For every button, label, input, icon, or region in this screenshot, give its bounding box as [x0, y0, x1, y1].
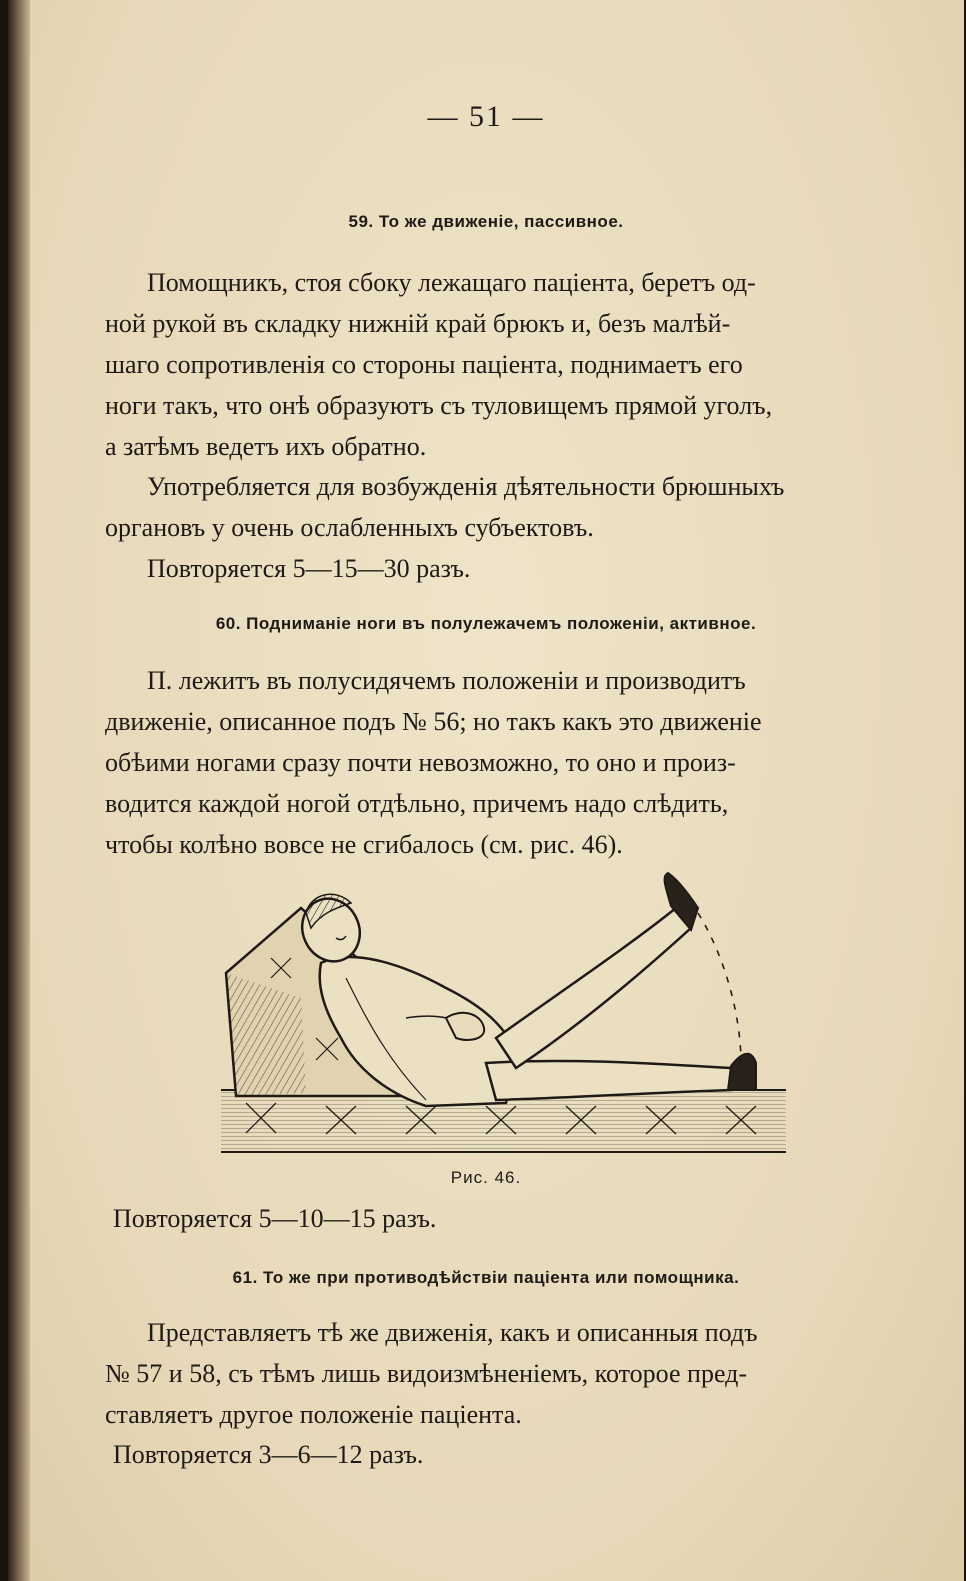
section-60-heading: 60. Подниманіе ноги въ полулежачемъ положеніи, активное. [215, 614, 757, 633]
section-61-paragraph-1 [105, 1312, 905, 1435]
book-page [8, 0, 964, 1581]
page-number: — 51 — [427, 100, 545, 133]
text-line: № 57 и 58, съ тѣмъ лишь видоизмѣненіемъ, которое пред- [105, 1359, 748, 1388]
text-line: органовъ у очень ослабленныхъ субъектовъ. [105, 513, 594, 542]
text-line: обѣими ногами сразу почти невозможно, то оно и произ- [105, 748, 736, 777]
figure-caption: Рис. 46. [450, 1168, 522, 1187]
text-line: водится каждой ногой отдѣльно, причемъ надо слѣдить, [105, 789, 729, 818]
section-59-heading: 59. То же движеніе, пассивное. [348, 212, 624, 231]
text-line: ноги такъ, что онѣ образуютъ съ туловищемъ прямой уголъ, [105, 391, 773, 420]
text-line: а затѣмъ ведетъ ихъ обратно. [105, 432, 427, 461]
section-60-paragraph-1 [105, 660, 905, 865]
text-line: шаго сопротивленія со стороны паціента, поднимаетъ его [105, 350, 743, 379]
text-line: Повторяется 3—6—12 разъ. [113, 1440, 424, 1469]
text-line: ставляетъ другое положеніе паціента. [105, 1400, 522, 1429]
figure-46-illustration [216, 868, 796, 1168]
section-61-heading: 61. То же при противодѣйствіи паціента или помощника. [232, 1268, 740, 1287]
section-59-repetitions [105, 548, 905, 589]
text-line: движеніе, описанное подъ № 56; но такъ какъ это движеніе [105, 707, 762, 736]
section-59-paragraph-1 [105, 262, 905, 467]
text-line: Повторяется 5—15—30 разъ. [147, 554, 471, 583]
patient-leg-raised [496, 873, 698, 1068]
text-line: П. лежитъ въ полусидячемъ положеніи и производитъ [147, 666, 746, 695]
book-spine [8, 0, 30, 1581]
text-line: ной рукой въ складку нижній край брюкъ и, безъ малѣй- [105, 309, 731, 338]
section-59-paragraph-2 [105, 466, 905, 548]
text-line: Повторяется 5—10—15 разъ. [113, 1204, 437, 1233]
motion-arc [698, 913, 741, 1063]
text-line: Употребляется для возбужденія дѣятельности брюшныхъ [147, 472, 785, 501]
text-line: Помощникъ, стоя сбоку лежащаго паціента, беретъ од- [147, 268, 756, 297]
text-line: Представляетъ тѣ же движенія, какъ и описанныя подъ [147, 1318, 758, 1347]
section-60-repetitions [105, 1198, 905, 1239]
section-61-repetitions [105, 1434, 905, 1475]
text-line: чтобы колѣно вовсе не сгибалось (см. рис. 46). [105, 830, 623, 859]
